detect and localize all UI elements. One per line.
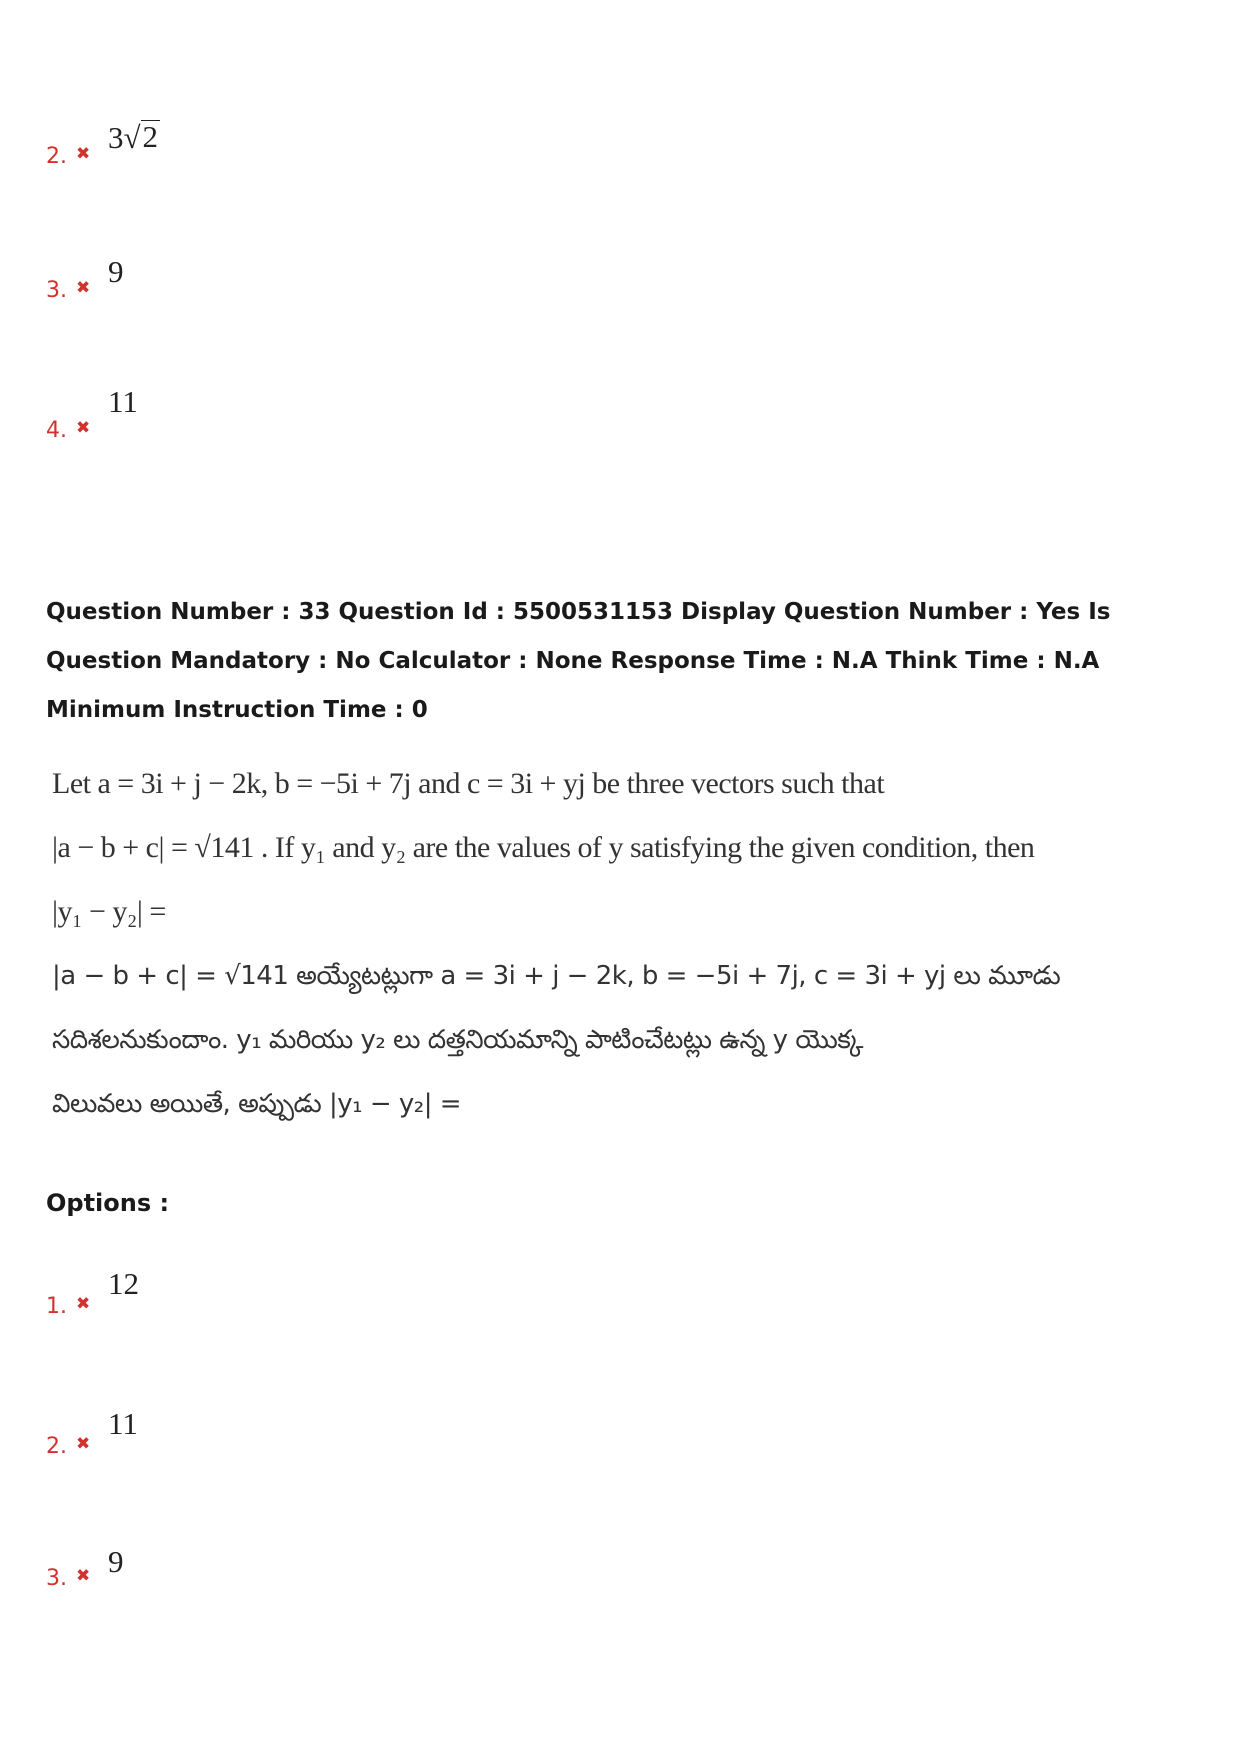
option-number: 3. [46,278,67,303]
option-value: 3 √ 2 [108,119,159,155]
options-label: Options : [46,1189,170,1217]
prev-option-3 [46,254,124,303]
question-english-line-3: |y₁ − y₂| = [52,895,166,928]
option-number: 4. [46,418,67,443]
question-english-line-1: Let a = 3i + j − 2k, b = −5i + 7j and c = 3i + yj be three vectors such that [52,767,885,800]
option-value: 11 [108,384,138,419]
option-value: 12 [108,1266,139,1301]
option-number: 1. [46,1294,67,1319]
question-telugu-line-3: విలువలు అయితే, అప్పుడు |y₁ − y₂| = [52,1089,462,1119]
prev-option-4 [46,384,138,443]
question-telugu-line-2: సదిశలనుకుందాం. y₁ మరియు y₂ లు దత్తనియమాన్ని పాటించేటట్లు ఉన్న y యొక్క [52,1025,863,1055]
question-telugu-line-1: |a − b + c| = √141 అయ్యేటట్లుగా a = 3i + j − 2k, b = −5i + 7j, c = 3i + yj లు మూడు [52,961,1061,991]
wrong-mark-icon: ✖ [76,278,91,298]
wrong-mark-icon: ✖ [76,1434,91,1454]
wrong-mark-icon: ✖ [76,418,91,438]
prev-option-2 [46,119,160,169]
wrong-mark-icon: ✖ [76,1566,91,1586]
option-value: 11 [108,1406,138,1441]
option-value: 9 [108,1544,124,1579]
wrong-mark-icon: ✖ [76,144,91,164]
option-number: 2. [46,144,67,169]
option-value: 9 [108,254,124,289]
option-number: 2. [46,1434,67,1459]
option-1[interactable] [46,1266,139,1319]
option-2[interactable] [46,1406,138,1459]
wrong-mark-icon: ✖ [76,1294,91,1314]
option-number: 3. [46,1566,67,1591]
question-english-line-2: |a − b + c| = √141 . If y₁ and y₂ are the values of y satisfying the given condition, then [52,831,1035,864]
option-3[interactable] [46,1544,124,1591]
question-meta: Question Number : 33 Question Id : 5500531153 Display Question Number : Yes Is Question Mandatory : No Calculator : None Response Time : N.A Think Time : N.A Minimum Instruction Time : 0 [46,599,1111,723]
question-body [52,752,1061,1136]
